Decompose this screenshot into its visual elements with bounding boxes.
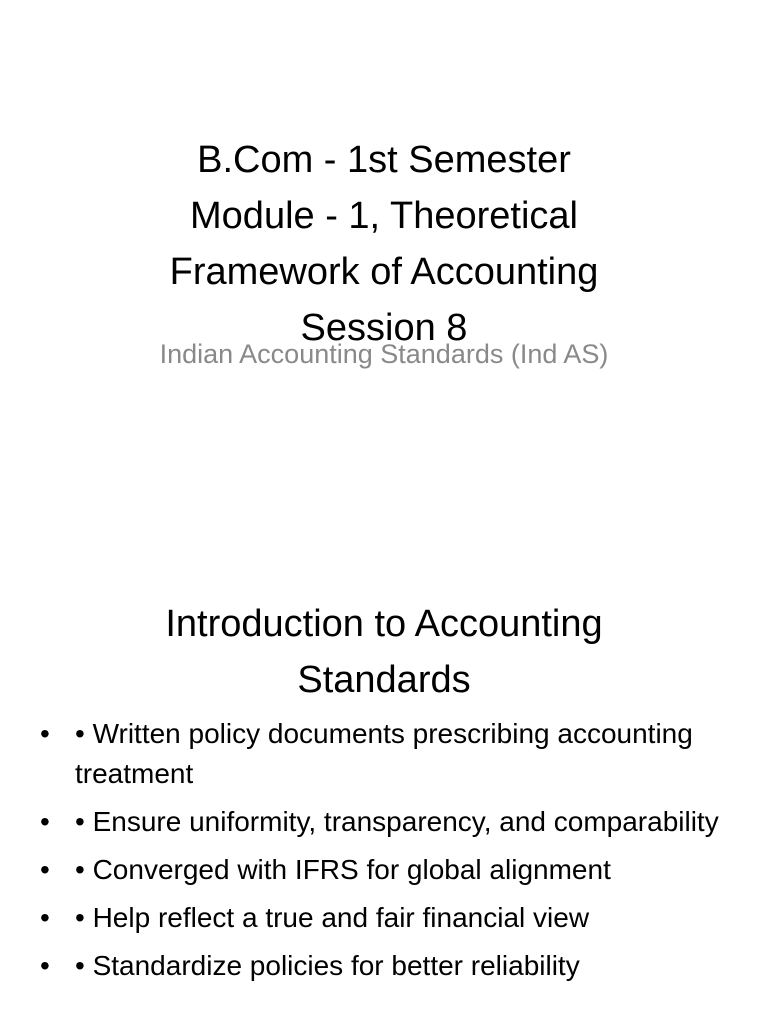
slide-title — [100, 132, 668, 356]
bullet-text: • Ensure uniformity, transparency, and comparability — [75, 806, 719, 837]
content-slide — [0, 576, 768, 1024]
title-line-course: B.Com - 1st Semester — [197, 139, 571, 181]
bullet-marker: • — [40, 950, 50, 981]
title-line-framework: Framework of Accounting — [169, 251, 599, 293]
bullet-list — [40, 714, 740, 994]
content-slide-title — [60, 596, 708, 708]
bullet-text: • Standardize policies for better reliability — [75, 950, 580, 981]
title-line-module: Module - 1, Theoretical — [190, 195, 578, 237]
bullet-item — [40, 946, 740, 986]
bullet-marker: • — [40, 718, 50, 749]
bullet-item — [40, 714, 740, 794]
bullet-marker: • — [40, 902, 50, 933]
bullet-text: • Converged with IFRS for global alignment — [75, 854, 611, 885]
bullet-text: • Help reflect a true and fair financial view — [75, 902, 590, 933]
bullet-text: • Written policy documents prescribing accounting treatment — [75, 718, 693, 789]
title-line-session: Session 8 — [300, 307, 468, 349]
bullet-item — [40, 898, 740, 938]
bullet-marker: • — [40, 854, 50, 885]
bullet-item — [40, 802, 740, 842]
content-title-line-1: Introduction to Accounting — [165, 603, 603, 645]
slide-subtitle: Indian Accounting Standards (Ind AS) — [159, 339, 609, 369]
content-title-line-2: Standards — [297, 659, 471, 701]
bullet-marker: • — [40, 806, 50, 837]
bullet-item — [40, 850, 740, 890]
